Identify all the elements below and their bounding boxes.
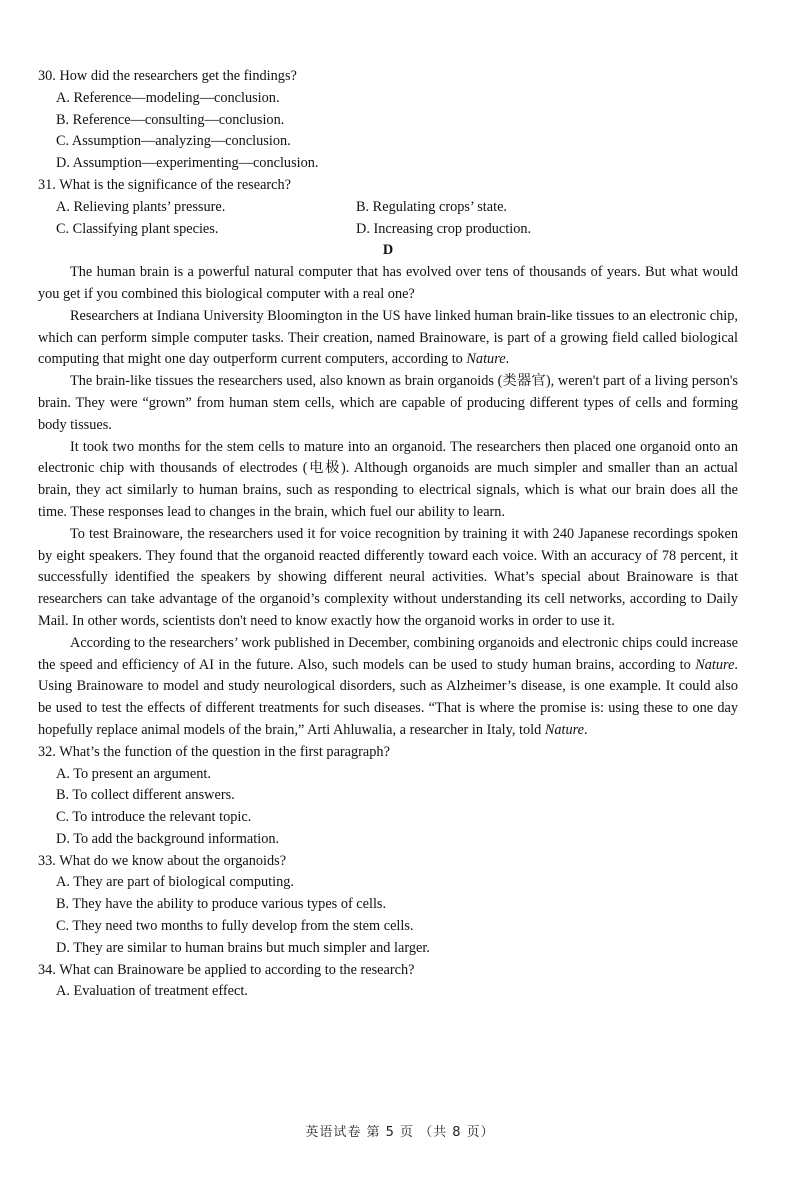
page-footer: 英语试卷 第 5 页 （共 8 页） <box>305 1125 495 1140</box>
passage-paragraph-4: It took two months for the stem cells to mature into an organoid. The researchers then placed one organoid onto an electronic chip with thousands of electrodes (电极). Although organoids are much simpler and smaller than an actual brain, they act similarly to human brains, such as responding to electrical signals, which is what our brain does all the time. These responses lead to changes in the brain, which fuel our ability to learn. <box>38 438 738 520</box>
option-a: A. Evaluation of treatment effect. <box>56 983 248 1000</box>
option-d: D. To add the background information. <box>56 830 280 847</box>
option-a: A. Relieving plants’ pressure. <box>56 198 226 215</box>
question-number: 32. <box>38 743 56 760</box>
option-c: C. Classifying plant species. <box>56 220 219 237</box>
option-c: C. To introduce the relevant topic. <box>56 809 252 826</box>
option-b: B. Regulating crops’ state. <box>356 198 508 215</box>
question-stem: What can Brainoware be applied to according to the research? <box>59 961 415 978</box>
question-stem: How did the researchers get the findings? <box>59 68 297 84</box>
question-number: 34. <box>38 961 56 978</box>
option-b: B. Reference—consulting—conclusion. <box>56 111 285 128</box>
option-a: A. To present an argument. <box>56 765 211 782</box>
option-d: D. Assumption—experimenting—conclusion. <box>56 155 319 172</box>
passage-paragraph-6: According to the researchers’ work published in December, combining organoids and electronic chips could increase the speed and efficiency of AI in the future. Also, such models can be used to study human brains, according to Nature. Using Brainoware to model and study neurological disorders, such as Alzheimer’s disease, is one example. It could also be used to test the effects of different treatments for such diseases. “That is where the promise is: using these to one day hopefully replace animal models of the brain,” Arti Ahluwalia, a researcher in Italy, told Nature. <box>38 634 738 738</box>
option-c: C. Assumption—analyzing—conclusion. <box>56 133 291 150</box>
question-stem: What do we know about the organoids? <box>59 852 287 869</box>
option-d: D. Increasing crop production. <box>356 220 532 237</box>
option-d: D. They are similar to human brains but much simpler and larger. <box>56 939 430 956</box>
option-b: B. They have the ability to produce various types of cells. <box>56 896 387 913</box>
option-c: C. They need two months to fully develop from the stem cells. <box>56 918 414 935</box>
section-title: D <box>382 242 394 259</box>
passage-paragraph-5: To test Brainoware, the researchers used it for voice recognition by training it with 240 Japanese recordings spoken by eight speakers. They found that the organoid reacted differently toward each voice. With an accuracy of 78 percent, it successfully identified the speakers by showing different neural activities. What’s special about Brainoware is that researchers can take advantage of the organoid’s complexity without understanding its cell networks, according to Daily Mail. In other words, scientists don't need to know exactly how the organoid works in order to use it. <box>38 525 738 629</box>
option-a: A. Reference—modeling—conclusion. <box>56 89 280 106</box>
passage-paragraph-2: Researchers at Indiana University Bloomington in the US have linked human brain-like tissues to an electronic chip, which can perform simple computer tasks. Their creation, named Brainoware, is part of a growing field called biological computing that might one day outperform current computers, according to Nature. <box>38 307 738 368</box>
source-nature: Nature <box>695 656 735 673</box>
question-32 <box>38 742 738 851</box>
source-nature: Nature <box>466 351 506 368</box>
question-number: 33. <box>38 852 56 869</box>
source-nature: Nature <box>544 721 585 738</box>
question-33 <box>38 851 738 960</box>
question-number: 30. <box>38 68 56 84</box>
option-b: B. To collect different answers. <box>56 787 235 804</box>
question-number: 31. <box>38 176 56 193</box>
question-34 <box>38 960 738 1004</box>
question-30 <box>38 66 738 175</box>
question-stem: What’s the function of the question in the first paragraph? <box>59 743 390 760</box>
options-grid <box>38 197 738 241</box>
option-a: A. They are part of biological computing. <box>56 874 294 891</box>
question-stem: What is the significance of the research? <box>59 176 292 193</box>
passage-paragraph-1: The human brain is a powerful natural computer that has evolved over tens of thousands of years. But what would you get if you combined this biological computer with a real one? <box>38 264 738 302</box>
exam-page <box>38 66 738 1003</box>
passage-paragraph-3: The brain-like tissues the researchers used, also known as brain organoids (类器官), weren't part of a living person's brain. They were “grown” from human stem cells, which are capable of producing different types of cells and forming body tissues. <box>38 373 738 433</box>
question-31 <box>38 175 738 240</box>
